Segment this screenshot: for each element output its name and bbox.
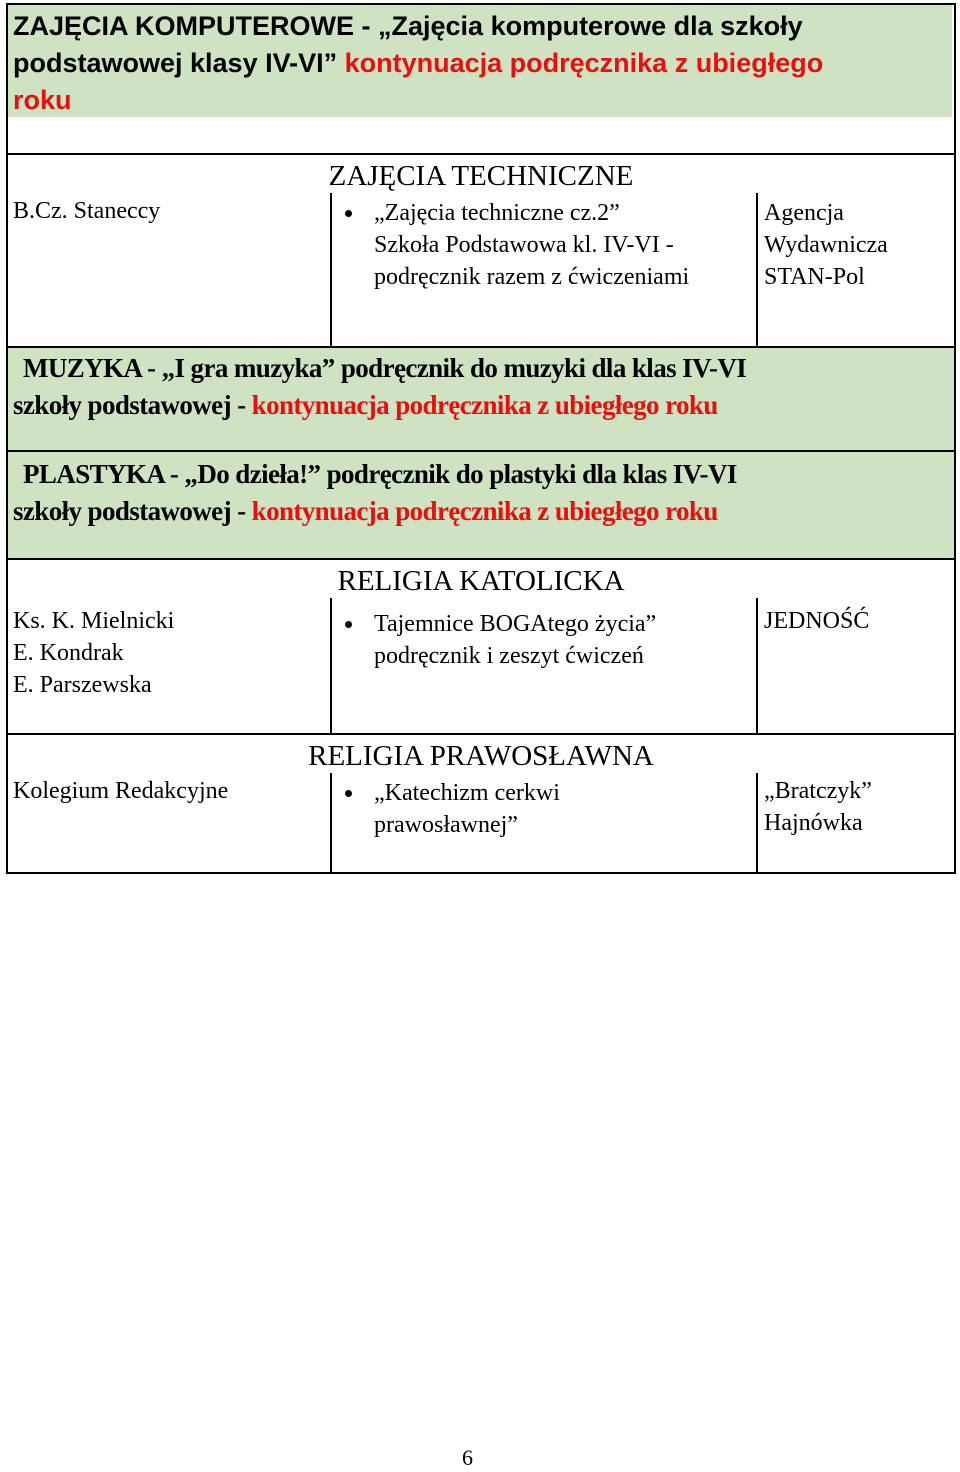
art-line-2: szkoły podstawowej - kontynuacja podręcznika z ubiegłego roku <box>13 496 718 526</box>
music-text <box>13 350 953 424</box>
orthodox-divider-1 <box>330 773 332 874</box>
technical-divider-1 <box>330 193 332 348</box>
computer-lessons-line-1: ZAJĘCIA KOMPUTEROWE - „Zajęcia komputerowe dla szkoły <box>13 11 803 41</box>
computer-lessons-line-3: roku <box>13 85 72 115</box>
technical-table <box>6 153 956 348</box>
orthodox-divider-2 <box>756 773 758 874</box>
catholic-bullet-icon <box>345 621 352 628</box>
music-line-2: szkoły podstawowej - kontynuacja podręcznika z ubiegłego roku <box>13 390 718 420</box>
art-text <box>13 456 953 530</box>
catholic-divider-1 <box>330 598 332 735</box>
orthodox-table <box>6 733 956 874</box>
technical-authors: B.Cz. Staneccy <box>13 198 161 224</box>
catholic-table <box>6 558 956 735</box>
art-line-1: PLASTYKA - „Do dzieła!” podręcznik do plastyki dla klas IV-VI <box>23 459 737 489</box>
catholic-divider-2 <box>756 598 758 735</box>
technical-heading: ZAJĘCIA TECHNICZNE <box>328 160 634 192</box>
art-section <box>6 450 956 560</box>
orthodox-publisher: „Bratczyk” Hajnówka <box>764 778 872 836</box>
technical-bullet-icon <box>345 210 352 217</box>
catholic-book: Tajemnice BOGAtego życia” podręcznik i zeszyt ćwiczeń <box>374 611 657 669</box>
catholic-heading: RELIGIA KATOLICKA <box>337 565 625 597</box>
computer-lessons-title <box>13 8 948 119</box>
orthodox-heading: RELIGIA PRAWOSŁAWNA <box>308 740 654 772</box>
technical-publisher: Agencja Wydawnicza STAN-Pol <box>764 200 888 290</box>
music-section <box>6 346 956 452</box>
computer-lessons-section <box>6 3 956 155</box>
computer-lessons-line-2: podstawowej klasy IV-VI” kontynuacja podręcznika z ubiegłego <box>13 48 824 78</box>
orthodox-book: „Katechizm cerkwi prawosławnej” <box>374 780 560 838</box>
technical-book: „Zajęcia techniczne cz.2” Szkoła Podstawowa kl. IV-VI - podręcznik razem z ćwiczeniami <box>374 200 690 290</box>
technical-divider-2 <box>756 193 758 348</box>
music-line-1: MUZYKA - „I gra muzyka” podręcznik do muzyki dla klas IV-VI <box>23 353 747 383</box>
catholic-publisher: JEDNOŚĆ <box>764 608 870 634</box>
orthodox-bullet-icon <box>345 790 352 797</box>
page-number: 6 <box>462 1445 473 1470</box>
catholic-authors: Ks. K. Mielnicki E. Kondrak E. Parszewska <box>13 608 175 698</box>
orthodox-authors: Kolegium Redakcyjne <box>13 778 229 804</box>
